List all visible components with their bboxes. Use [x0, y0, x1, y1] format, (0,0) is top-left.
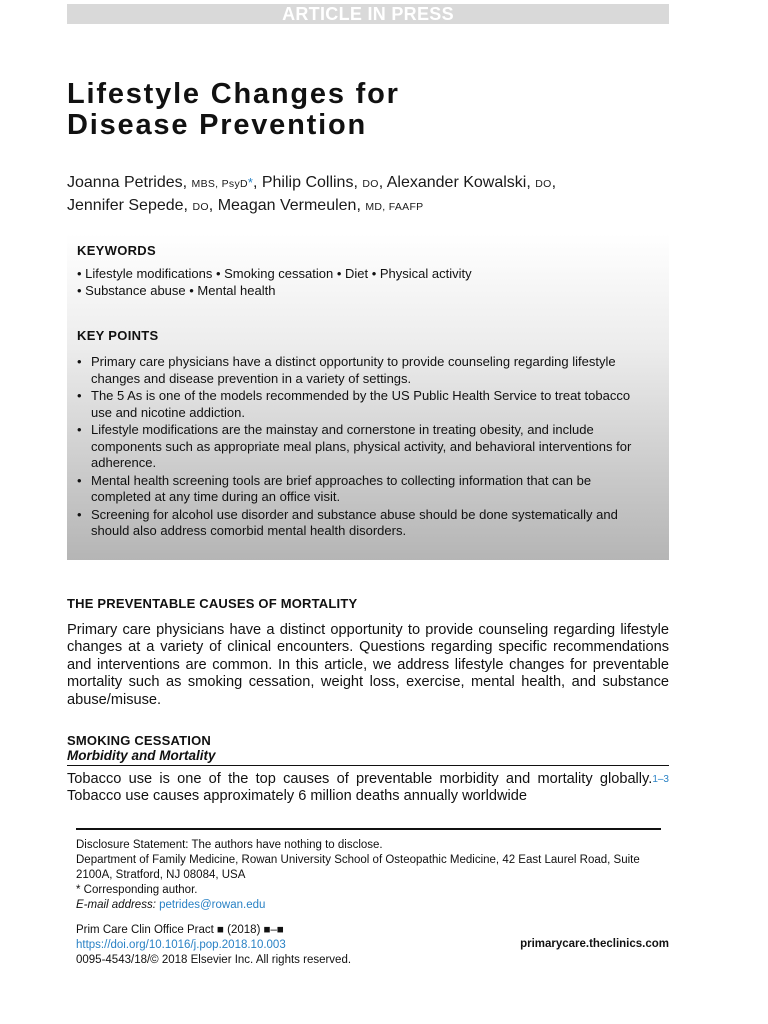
author-degree: DO [535, 178, 552, 190]
body-text-run: Tobacco use is one of the top causes of preventable morbidity and mortality globally. [67, 771, 653, 787]
author-name: , Meagan Vermeulen, [208, 197, 361, 214]
author-list [67, 172, 669, 218]
section-body-smoking [67, 771, 669, 806]
section-heading-smoking-cessation: SMOKING CESSATION [67, 733, 212, 748]
author-degree: DO [362, 178, 379, 190]
footnote-divider [76, 828, 661, 830]
email-link[interactable]: petrides@rowan.edu [159, 899, 266, 911]
subsection-heading-morbidity: Morbidity and Mortality [67, 748, 669, 766]
keywords-line-1: • Lifestyle modifications • Smoking cessation • Diet • Physical activity [77, 266, 472, 281]
keywords-line-2: • Substance abuse • Mental health [77, 283, 276, 298]
affiliation: Department of Family Medicine, Rowan University School of Osteopathic Medicine, 42 East Laurel Road, Suite 2100A, Stratford, NJ 08084, USA [76, 854, 640, 881]
key-point-item: • Primary care physicians have a distinct opportunity to provide counseling regarding lifestyle changes and disease prevention in a variety of settings. [77, 354, 653, 387]
key-point-item: • Lifestyle modifications are the mainstay and cornerstone in treating obesity, and include components such as appropriate meal plans, physical activity, and behavioral interventions for adherence. [77, 422, 653, 472]
key-point-item: • Mental health screening tools are brief approaches to collecting information that can be completed at any time during an office visit. [77, 473, 653, 506]
copyright-line: 0095-4543/18/© 2018 Elsevier Inc. All rights reserved. [76, 954, 352, 966]
keywords-keypoints-box [67, 234, 669, 560]
author-degree: DO [192, 201, 209, 213]
keywords-heading: KEYWORDS [77, 243, 156, 258]
body-text-run: Tobacco use causes approximately 6 million deaths annually worldwide [67, 788, 527, 805]
article-title [67, 79, 627, 141]
author-separator: , [551, 174, 557, 191]
email-line [76, 898, 668, 913]
journal-site: primarycare.theclinics.com [520, 938, 669, 950]
author-name: Jennifer Sepede, [67, 197, 188, 214]
author-degree: MD, FAAFP [365, 201, 424, 213]
section-body-preventable-causes: Primary care physicians have a distinct opportunity to provide counseling regarding lifestyle changes at a variety of clinical encounters. Questions regarding specific recommendations and interventions are common. In this article, we address lifestyle changes for preventable mortality such as smoking cessation, weight loss, exercise, mental health, and substance abuse/misuse. [67, 622, 669, 708]
key-point-item: • Screening for alcohol use disorder and substance abuse should be done systematically and should also address comorbid mental health disorders. [77, 507, 653, 540]
author-degree: MBS, PsyD [191, 178, 248, 190]
author-name: Joanna Petrides, [67, 174, 188, 191]
email-label: E-mail address: [76, 899, 156, 911]
key-points-heading: KEY POINTS [77, 328, 159, 343]
key-point-item: • The 5 As is one of the models recommended by the US Public Health Service to treat tobacco use and nicotine addiction. [77, 388, 653, 421]
reference-link[interactable]: 1–3 [652, 774, 669, 785]
journal-citation: Prim Care Clin Office Pract ■ (2018) ■–■ [76, 924, 284, 936]
doi-link[interactable]: https://doi.org/10.1016/j.pop.2018.10.003 [76, 939, 286, 951]
key-points-list [77, 354, 653, 541]
section-heading-preventable-causes: THE PREVENTABLE CAUSES OF MORTALITY [67, 596, 358, 611]
corresponding-author-mark[interactable]: * [247, 175, 253, 190]
disclosure-statement: Disclosure Statement: The authors have nothing to disclose. [76, 839, 383, 851]
corresponding-author-note: * Corresponding author. [76, 884, 198, 896]
author-name: , Alexander Kowalski, [378, 174, 531, 191]
title-line-2: Disease Prevention [67, 109, 367, 141]
article-in-press-banner: ARTICLE IN PRESS [67, 4, 669, 24]
title-line-1: Lifestyle Changes for [67, 78, 400, 110]
author-name: , Philip Collins, [252, 174, 358, 191]
